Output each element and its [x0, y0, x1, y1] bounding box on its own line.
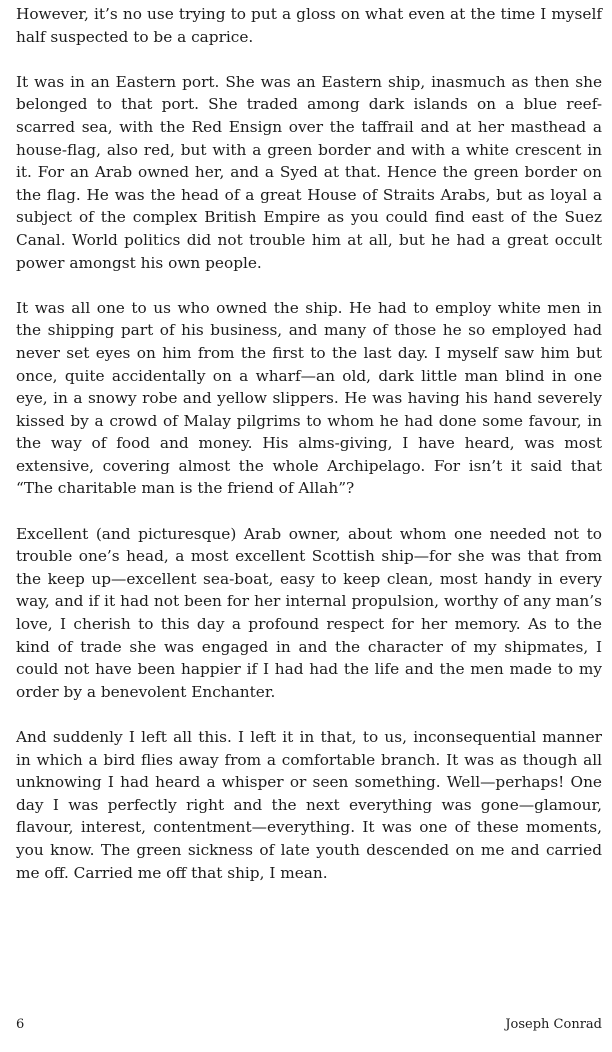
paragraph: It was all one to us who owned the ship. He had to employ white men in the shipping part of his business, and many of those he so employed had never set eyes on him from the first to the last day. I myself saw him but once, quite accidentally on a wharf—an old, dark little man blind in one eye, in a snowy robe and yellow slippers. He was having his hand severely kissed by a crowd of Malay pilgrims to whom he had done some favour, in the way of food and money. His alms-giving, I have heard, was most extensive, covering almost the whole Archipelago. For isn’t it said that “The charitable man is the friend of Allah”?	[16, 298, 602, 498]
paragraph: And suddenly I left all this. I left it in that, to us, inconsequential manner in which a bird flies away from a comfortable branch. It was as though all unknowing I had heard a whisper or seen something. Well—perhaps! One day I was perfectly right and the next everything was gone—glamour, flavour, interest, contentment—everything. It was one of these moments, you know. The green sickness of late youth descended on me and carried me off. Carried me off that ship, I mean.	[16, 728, 602, 882]
page-number: 6	[16, 1017, 25, 1032]
paragraph: It was in an Eastern port. She was an Eastern ship, inasmuch as then she belonged to that port. She traded among dark islands on a blue reef-scarred sea, with the Red Ensign over the taffrail and at her masthead a house-flag, also red, but with a green border and with a white crescent in it. For an Arab owned her, and a Syed at that. Hence the green border on the flag. He was the head of a great House of Straits Arabs, but as loyal a subject of the complex British Empire as you could find east of the Suez Canal. World politics did not trouble him at all, but he had a great occult power amongst his own people.	[16, 72, 602, 272]
running-author: Joseph Conrad	[505, 1017, 602, 1032]
paragraph: However, it’s no use trying to put a gloss on what even at the time I myself half suspected to be a caprice.	[16, 5, 602, 46]
page-footer	[16, 1017, 602, 1032]
paragraph: Excellent (and picturesque) Arab owner, about whom one needed not to trouble one’s head, a most excellent Scottish ship—for she was that from the keep up—excellent sea-boat, easy to keep clean, most handy in every way, and if it had not been for her internal propulsion, worthy of any man’s love, I cherish to this day a profound respect for her memory. As to the kind of trade she was engaged in and the character of my shipmates, I could not have been happier if I had had the life and the men made to my order by a benevolent Enchanter.	[16, 524, 602, 701]
page-body	[16, 3, 602, 907]
